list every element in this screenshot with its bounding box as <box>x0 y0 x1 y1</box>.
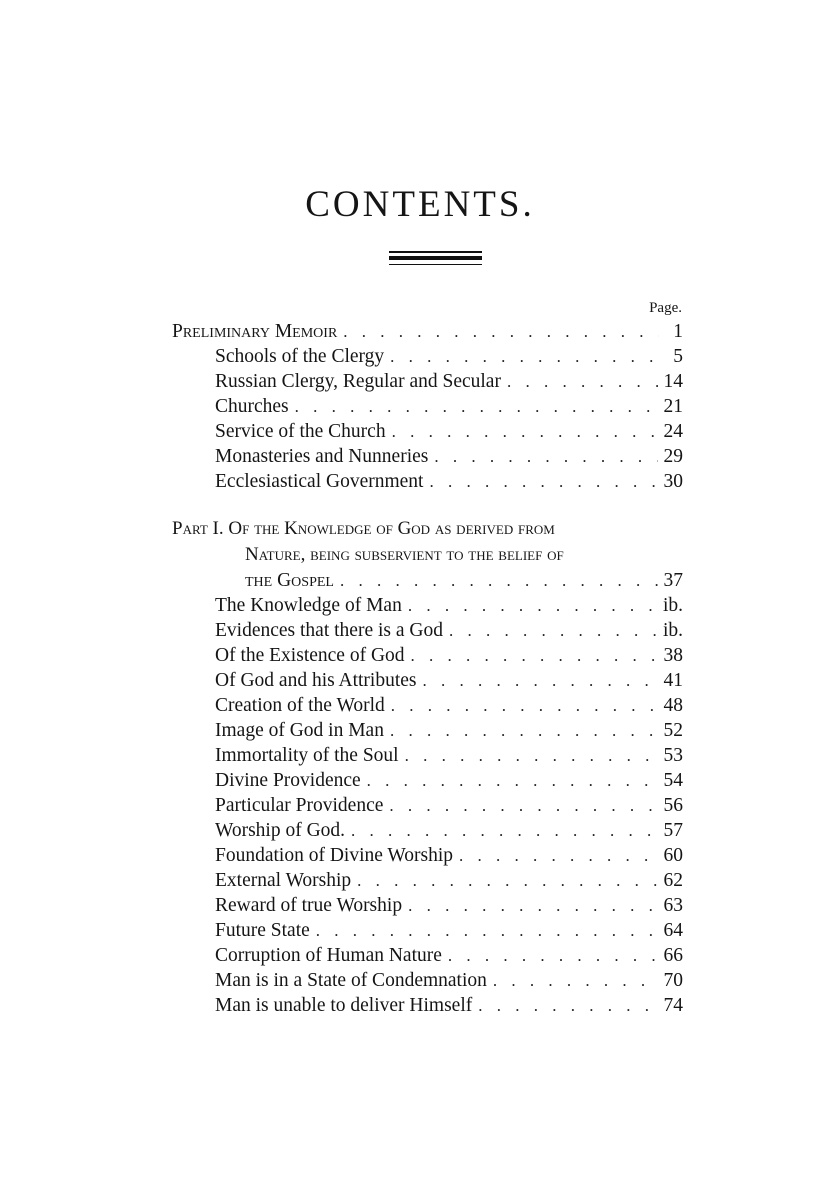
toc-entry-label: the Gospel <box>245 570 334 591</box>
toc-entry-page: 48 <box>663 695 683 716</box>
toc-entry-label: Corruption of Human Nature <box>215 945 442 966</box>
toc-entry-page: 70 <box>663 970 683 991</box>
toc-leader-dots <box>434 445 657 469</box>
toc-entry[interactable] <box>215 694 683 718</box>
toc-entry[interactable] <box>215 395 683 419</box>
toc-leader-dots <box>392 420 658 444</box>
toc-leader-dots <box>357 869 657 893</box>
toc-leader-dots <box>390 719 658 743</box>
toc-entry-page: 54 <box>663 770 683 791</box>
toc-entry-label: Evidences that there is a God <box>215 620 443 641</box>
toc-entry[interactable] <box>215 894 683 918</box>
toc-entry[interactable] <box>215 644 683 668</box>
toc-entry-page: 29 <box>663 446 683 467</box>
toc-entry-label: Creation of the World <box>215 695 385 716</box>
toc-entry[interactable] <box>215 794 683 818</box>
toc-entry-page: 63 <box>663 895 683 916</box>
toc-entry-label: Divine Providence <box>215 770 361 791</box>
toc-entry-page: 24 <box>663 421 683 442</box>
toc-entry-label: Service of the Church <box>215 421 386 442</box>
toc-entry-page: 38 <box>663 645 683 666</box>
toc-leader-dots <box>367 769 658 793</box>
part-heading-line-1: Part I. Of the Knowledge of God as derived from <box>172 518 555 539</box>
toc-leader-dots <box>478 994 657 1018</box>
toc-entry-page: 41 <box>663 670 683 691</box>
toc-entry[interactable] <box>215 719 683 743</box>
toc-entry-page: 62 <box>663 870 683 891</box>
toc-entry[interactable] <box>215 345 683 369</box>
toc-entry-label: Of the Existence of God <box>215 645 405 666</box>
toc-entry-label: External Worship <box>215 870 352 891</box>
toc-entry-label: Worship of God. <box>215 820 346 841</box>
toc-entry[interactable] <box>215 919 683 943</box>
toc-leader-dots <box>408 594 657 618</box>
toc-leader-dots <box>351 819 657 843</box>
toc-entry-page: 53 <box>663 745 683 766</box>
toc-entry[interactable] <box>215 769 683 793</box>
toc-leader-dots <box>389 794 657 818</box>
toc-entry[interactable] <box>215 470 683 494</box>
toc-entry[interactable] <box>215 994 683 1018</box>
toc-entry-label: Preliminary Memoir <box>172 321 338 342</box>
toc-entry-page: 56 <box>663 795 683 816</box>
toc-entry[interactable] <box>215 370 683 394</box>
toc-entry-page: 30 <box>663 471 683 492</box>
toc-entry[interactable] <box>215 819 683 843</box>
toc-leader-dots <box>390 345 659 369</box>
toc-entry-page: 64 <box>663 920 683 941</box>
toc-entry[interactable] <box>215 445 683 469</box>
toc-entry-part-1[interactable] <box>245 569 683 593</box>
toc-entry-label: Monasteries and Nunneries <box>215 446 429 467</box>
toc-entry[interactable] <box>215 944 683 968</box>
toc-entry-label: Schools of the Clergy <box>215 346 385 367</box>
toc-leader-dots <box>295 395 658 419</box>
toc-leader-dots <box>411 644 658 668</box>
toc-entry-label: Churches <box>215 396 289 417</box>
toc-entry-page: 21 <box>663 396 683 417</box>
toc-entry-label: Future State <box>215 920 310 941</box>
toc-entry-label: Reward of true Worship <box>215 895 403 916</box>
toc-entry-label: Ecclesiastical Government <box>215 471 424 492</box>
toc-leader-dots <box>507 370 658 394</box>
toc-entry-page: 66 <box>663 945 683 966</box>
toc-leader-dots <box>493 969 658 993</box>
toc-entry[interactable] <box>215 619 683 643</box>
toc-entry-page: 74 <box>663 995 683 1016</box>
toc-entry-page: 1 <box>673 321 683 342</box>
toc-leader-dots <box>408 894 657 918</box>
toc-entry-label: Russian Clergy, Regular and Secular <box>215 371 501 392</box>
toc-leader-dots <box>316 919 658 943</box>
toc-entry[interactable] <box>215 969 683 993</box>
toc-entry-page: 5 <box>673 346 683 367</box>
page-column-label: Page. <box>649 300 682 316</box>
toc-entry-label: Of God and his Attributes <box>215 670 417 691</box>
toc-entry[interactable] <box>215 869 683 893</box>
toc-leader-dots <box>422 669 657 693</box>
toc-entry[interactable] <box>215 420 683 444</box>
toc-leader-dots <box>459 844 657 868</box>
toc-leader-dots <box>391 694 658 718</box>
toc-entry-label: Man is in a State of Condemnation <box>215 970 487 991</box>
toc-entry-page: 60 <box>663 845 683 866</box>
toc-leader-dots <box>343 320 659 344</box>
toc-entry-page: 14 <box>663 371 683 392</box>
toc-entry-page: ib. <box>662 620 683 641</box>
toc-leader-dots <box>429 470 657 494</box>
toc-entry-page: 57 <box>663 820 683 841</box>
toc-entry[interactable] <box>215 744 683 768</box>
toc-entry-label: Immortality of the Soul <box>215 745 399 766</box>
toc-entry[interactable] <box>215 594 683 618</box>
toc-entry-label: Man is unable to deliver Himself <box>215 995 473 1016</box>
toc-entry-label: Particular Providence <box>215 795 384 816</box>
toc-entry-page: 37 <box>663 570 683 591</box>
toc-entry-label: The Knowledge of Man <box>215 595 402 616</box>
toc-entry[interactable] <box>215 669 683 693</box>
toc-leader-dots <box>448 944 658 968</box>
toc-leader-dots <box>405 744 658 768</box>
toc-entry-preliminary-memoir[interactable] <box>172 320 683 344</box>
part-heading-line-2: Nature, being subservient to the belief of <box>245 544 564 565</box>
toc-leader-dots <box>340 569 658 593</box>
toc-entry-page: ib. <box>662 595 683 616</box>
toc-leader-dots <box>449 619 657 643</box>
toc-entry-label: Image of God in Man <box>215 720 384 741</box>
page-title: CONTENTS. <box>305 183 535 225</box>
toc-entry-label: Foundation of Divine Worship <box>215 845 454 866</box>
toc-entry[interactable] <box>215 844 683 868</box>
toc-entry-page: 52 <box>663 720 683 741</box>
